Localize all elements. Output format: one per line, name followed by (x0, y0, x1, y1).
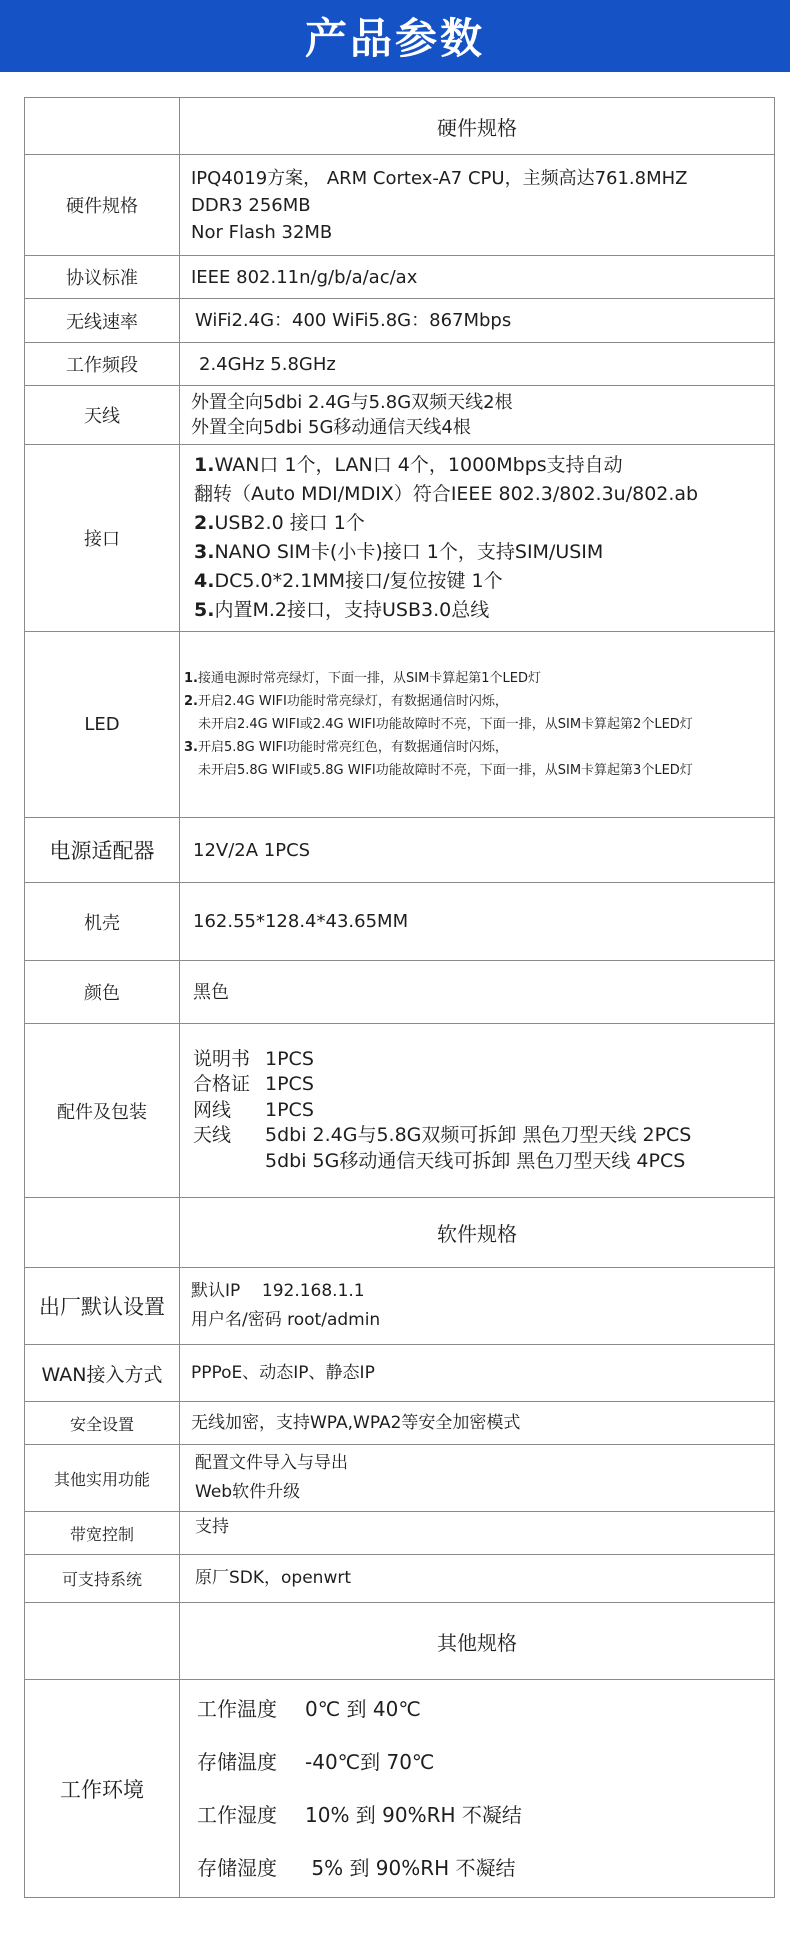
item-name: 存储温度 (197, 1749, 277, 1774)
row-hardware-spec (25, 155, 775, 256)
list-item (194, 509, 774, 538)
value-line: 外置全向5dbi 5G移动通信天线4根 (191, 417, 471, 438)
item-value: 1PCS (265, 1073, 314, 1096)
row-color (25, 961, 775, 1024)
list-item (197, 1789, 774, 1842)
item-text: WAN口 1个，LAN口 4个，1000Mbps支持自动 (214, 454, 623, 476)
item-name: 网线 (193, 1098, 232, 1121)
row-value: 支持 (180, 1512, 775, 1555)
row-label: 配件及包装 (25, 1024, 180, 1198)
value-line: DDR3 256MB (191, 194, 311, 216)
section-row-software (25, 1198, 775, 1268)
value-line: 外置全向5dbi 2.4G与5.8G双频天线2根 (191, 392, 513, 413)
row-value: 无线加密，支持WPA,WPA2等安全加密模式 (180, 1402, 775, 1445)
list-item (193, 1098, 774, 1124)
row-wireless-rate (25, 299, 775, 343)
row-label: WAN接入方式 (25, 1345, 180, 1402)
section-title-hardware: 硬件规格 (180, 98, 775, 155)
item-value: -40℃到 70℃ (305, 1749, 435, 1774)
item-text: 内置M.2接口，支持USB3.0总线 (214, 599, 490, 621)
item-number: 2. (194, 512, 215, 534)
item-value: 5dbi 5G移动通信天线可拆卸 黑色刀型天线 4PCS (265, 1149, 686, 1172)
row-value: IEEE 802.11n/g/b/a/ac/ax (180, 256, 775, 299)
row-factory-default (25, 1268, 775, 1345)
spec-table (24, 97, 775, 1898)
row-utilities (25, 1445, 775, 1512)
row-label: 其他实用功能 (25, 1445, 180, 1512)
row-systems (25, 1555, 775, 1603)
item-value: 0℃ 到 40℃ (305, 1696, 421, 1721)
row-value (180, 632, 775, 818)
item-text: USB2.0 接口 1个 (214, 512, 365, 534)
row-value (180, 386, 775, 445)
value-line: Web软件升级 (195, 1482, 301, 1502)
row-label: 协议标准 (25, 256, 180, 299)
list-item (193, 1149, 774, 1175)
row-label: 天线 (25, 386, 180, 445)
row-value: 2.4GHz 5.8GHz (180, 343, 775, 386)
list-item (194, 451, 774, 480)
row-label: 出厂默认设置 (25, 1268, 180, 1345)
item-text: 未开启5.8G WIFI或5.8G WIFI功能故障时不亮，下面一排，从SIM卡算起第3个LED灯 (198, 763, 693, 778)
section-blank-cell (25, 98, 180, 155)
list-item (184, 759, 774, 782)
row-value (180, 1680, 775, 1898)
list-item (194, 538, 774, 567)
item-value: 1PCS (265, 1098, 314, 1121)
row-value: 162.55*128.4*43.65MM (180, 883, 775, 961)
item-name: 工作湿度 (197, 1802, 277, 1827)
item-name: 天线 (193, 1124, 232, 1147)
list-item (194, 480, 774, 509)
item-name: 工作温度 (197, 1696, 277, 1721)
list-item (197, 1842, 774, 1895)
section-title-software: 软件规格 (180, 1198, 775, 1268)
row-case (25, 883, 775, 961)
list-item (184, 713, 774, 736)
item-text: DC5.0*2.1MM接口/复位按键 1个 (214, 570, 503, 592)
section-title-other: 其他规格 (180, 1603, 775, 1680)
item-name (193, 1149, 265, 1175)
list-item (184, 667, 774, 690)
item-text: 接通电源时常亮绿灯，下面一排，从SIM卡算起第1个LED灯 (197, 671, 542, 686)
row-accessories (25, 1024, 775, 1198)
section-blank-cell (25, 1603, 180, 1680)
item-number: 3. (194, 541, 215, 563)
row-power-adapter (25, 818, 775, 883)
list-item (194, 567, 774, 596)
list-item (184, 690, 774, 713)
row-label: 接口 (25, 445, 180, 632)
row-value (180, 1268, 775, 1345)
header-banner (0, 0, 790, 72)
row-value: 12V/2A 1PCS (180, 818, 775, 883)
value-line: IPQ4019方案， ARM Cortex-A7 CPU，主频高达761.8MHZ (191, 167, 688, 189)
item-text: 未开启2.4G WIFI或2.4G WIFI功能故障时不亮，下面一排，从SIM卡算起第2个LED灯 (198, 717, 693, 732)
list-item (193, 1072, 774, 1098)
item-number: 3. (184, 740, 198, 755)
item-value: 5% 到 90%RH 不凝结 (305, 1855, 516, 1880)
row-label: 无线速率 (25, 299, 180, 343)
row-value: WiFi2.4G：400 WiFi5.8G：867Mbps (180, 299, 775, 343)
row-environment (25, 1680, 775, 1898)
list-item (184, 736, 774, 759)
row-interface (25, 445, 775, 632)
row-led (25, 632, 775, 818)
item-number: 5. (194, 599, 215, 621)
item-text: 开启2.4G WIFI功能时常亮绿灯，有数据通信时闪烁， (197, 694, 508, 709)
row-value: 黑色 (180, 961, 775, 1024)
item-value: 10% 到 90%RH 不凝结 (305, 1802, 522, 1827)
item-number: 2. (184, 694, 198, 709)
value-line: 配置文件导入与导出 (195, 1453, 348, 1473)
row-value: PPPoE、动态IP、静态IP (180, 1345, 775, 1402)
row-band (25, 343, 775, 386)
row-value (180, 1445, 775, 1512)
row-security (25, 1402, 775, 1445)
list-item (197, 1683, 774, 1736)
list-item (193, 1123, 774, 1149)
section-row-other (25, 1603, 775, 1680)
row-label: 电源适配器 (25, 818, 180, 883)
item-text: 开启5.8G WIFI功能时常亮红色，有数据通信时闪烁， (197, 740, 508, 755)
section-row-hardware (25, 98, 775, 155)
row-label: 颜色 (25, 961, 180, 1024)
item-value: 5dbi 2.4G与5.8G双频可拆卸 黑色刀型天线 2PCS (265, 1124, 692, 1147)
section-blank-cell (25, 1198, 180, 1268)
row-value: 原厂SDK，openwrt (180, 1555, 775, 1603)
row-bandwidth (25, 1512, 775, 1555)
item-text: 翻转（Auto MDI/MDIX）符合IEEE 802.3/802.3u/802.ab (194, 483, 699, 505)
row-label: 工作环境 (25, 1680, 180, 1898)
row-label: 工作频段 (25, 343, 180, 386)
list-item (194, 596, 774, 625)
item-name: 说明书 (193, 1047, 251, 1070)
row-label: 可支持系统 (25, 1555, 180, 1603)
item-number: 4. (194, 570, 215, 592)
item-number: 1. (184, 671, 198, 686)
item-value: 1PCS (265, 1047, 314, 1070)
item-number: 1. (194, 454, 215, 476)
row-antenna (25, 386, 775, 445)
row-label: 硬件规格 (25, 155, 180, 256)
row-label: 带宽控制 (25, 1512, 180, 1555)
item-text: NANO SIM卡(小卡)接口 1个，支持SIM/USIM (214, 541, 604, 563)
item-name: 存储湿度 (197, 1855, 277, 1880)
row-protocol (25, 256, 775, 299)
value-line: Nor Flash 32MB (191, 221, 333, 243)
item-name: 合格证 (193, 1073, 251, 1096)
row-label: 机壳 (25, 883, 180, 961)
value-line: 默认IP 192.168.1.1 (191, 1281, 365, 1301)
row-label: 安全设置 (25, 1402, 180, 1445)
value-line: 用户名/密码 root/admin (191, 1310, 381, 1330)
row-value (180, 1024, 775, 1198)
page-title: 产品参数 (304, 14, 485, 63)
list-item (197, 1736, 774, 1789)
list-item (193, 1047, 774, 1073)
row-value (180, 155, 775, 256)
row-wan-access (25, 1345, 775, 1402)
row-value (180, 445, 775, 632)
row-label: LED (25, 632, 180, 818)
